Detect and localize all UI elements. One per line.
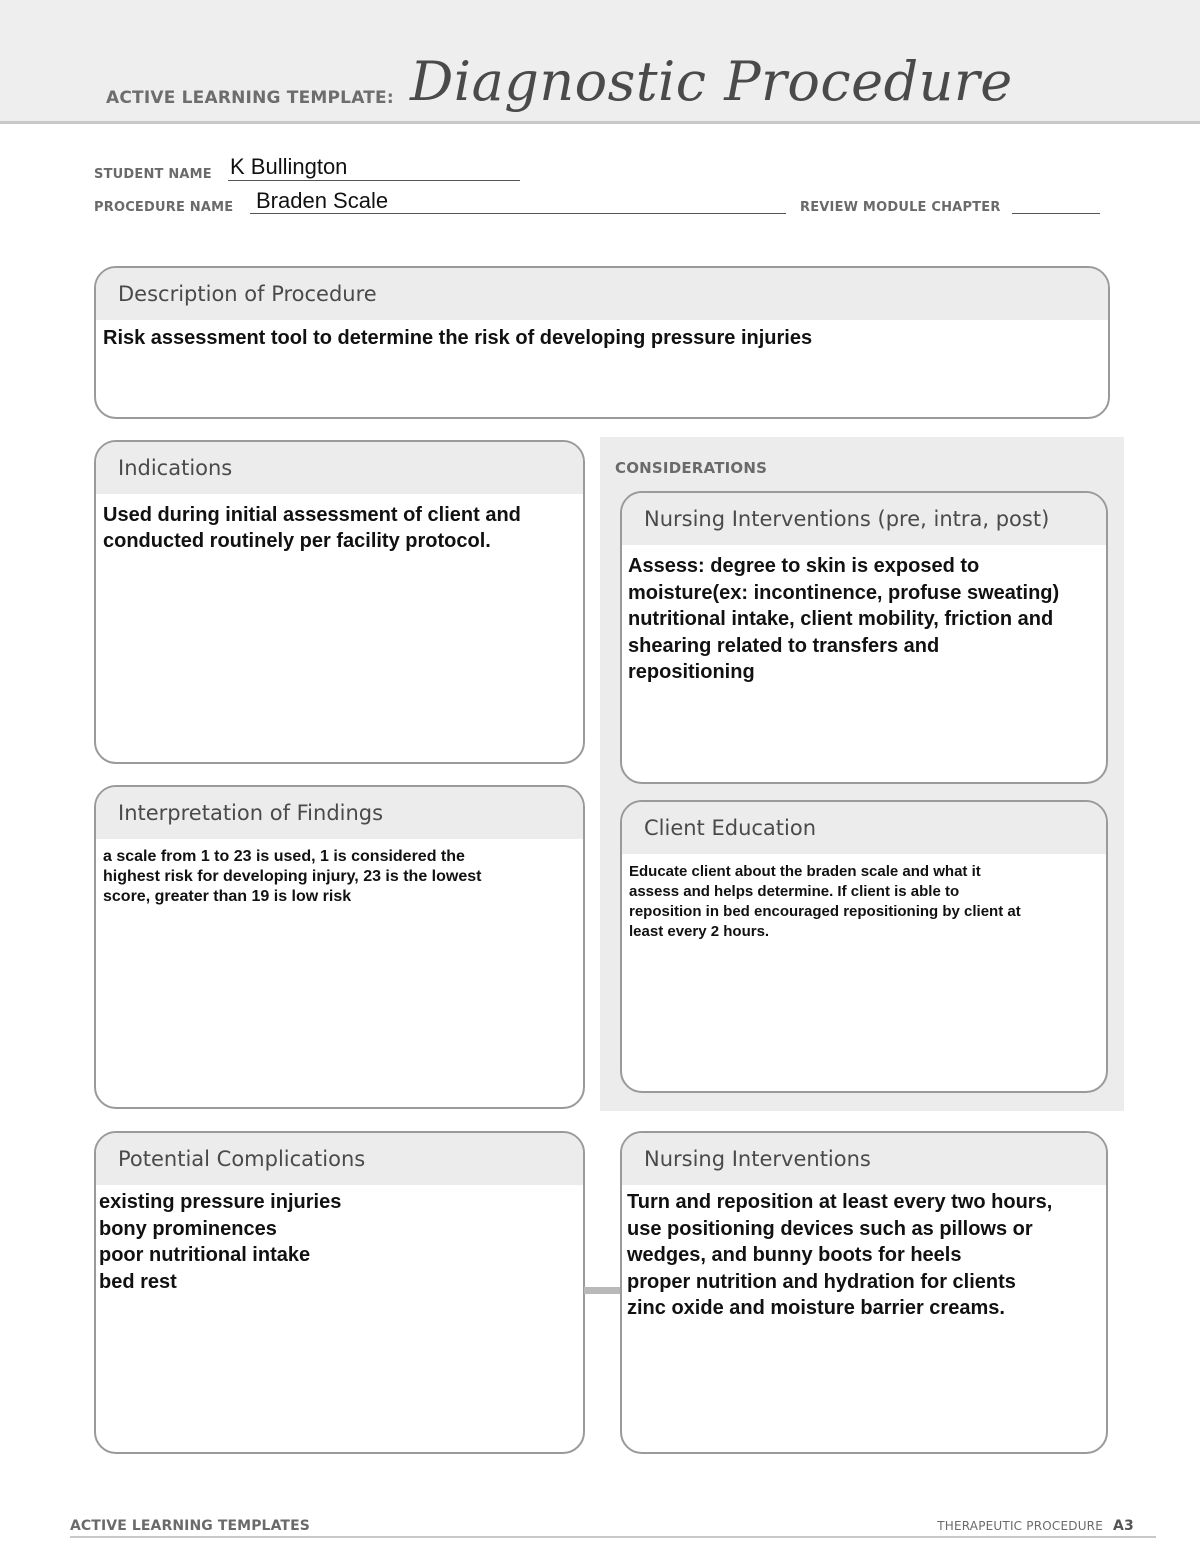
footer-left: ACTIVE LEARNING TEMPLATES [70,1518,310,1534]
description-box [94,266,1110,419]
client-education-box [620,800,1108,1093]
nursing-interventions-ppp-text[interactable]: Assess: degree to skin is exposed to moisture(ex: incontinence, profuse sweating) nutritional intake, client mobility, friction and shearing related to transfers and repositioning [628,555,1060,683]
nursing-interventions-ppp-box [620,491,1108,784]
description-text[interactable]: Risk assessment tool to determine the risk of developing pressure injuries [103,327,813,349]
template-label: ACTIVE LEARNING TEMPLATE: [106,88,394,108]
complications-heading: Potential Complications [96,1133,583,1185]
student-name-label: STUDENT NAME [94,167,212,182]
interpretation-text[interactable]: a scale from 1 to 23 is used, 1 is considered the highest risk for developing injury, 23 is the lowest score, greater than 19 is low risk [103,848,482,905]
complications-text[interactable]: existing pressure injuries bony prominences poor nutritional intake bed rest [99,1191,342,1293]
complications-box [94,1131,585,1454]
connector-bar [584,1287,621,1294]
description-heading: Description of Procedure [96,268,1108,320]
page-title: Diagnostic Procedure [410,50,1013,113]
indications-box [94,440,585,764]
nursing-interventions-box [620,1131,1108,1454]
procedure-name-label: PROCEDURE NAME [94,200,234,215]
nursing-interventions-text[interactable]: Turn and reposition at least every two hours, use positioning devices such as pillows or wedges, and bunny boots for heels proper nutrition and hydration for clients zinc oxide and moisture barrier creams. [627,1191,1053,1319]
indications-text[interactable]: Used during initial assessment of client and conducted routinely per facility protocol. [103,504,521,552]
review-module-field[interactable] [1012,213,1100,214]
client-education-text[interactable]: Educate client about the braden scale and what it assess and helps determine. If client is able to reposition in bed encouraged repositioning by client at least every 2 hours. [629,863,1021,940]
indications-heading: Indications [96,442,583,494]
nursing-interventions-ppp-heading: Nursing Interventions (pre, intra, post) [622,493,1106,545]
procedure-name-field[interactable]: Braden Scale [256,188,389,213]
nursing-interventions-heading: Nursing Interventions [622,1133,1106,1185]
student-name-field[interactable]: K Bullington [230,154,348,179]
client-education-heading: Client Education [622,802,1106,854]
interpretation-heading: Interpretation of Findings [96,787,583,839]
student-name-line [228,180,520,181]
footer-right [937,1518,1134,1534]
considerations-label: CONSIDERATIONS [615,459,768,477]
footer-line [70,1536,1156,1538]
interpretation-box [94,785,585,1109]
page-number: A3 [1113,1518,1134,1534]
footer-section: THERAPEUTIC PROCEDURE [937,1519,1104,1533]
review-module-label: REVIEW MODULE CHAPTER [800,200,1001,215]
